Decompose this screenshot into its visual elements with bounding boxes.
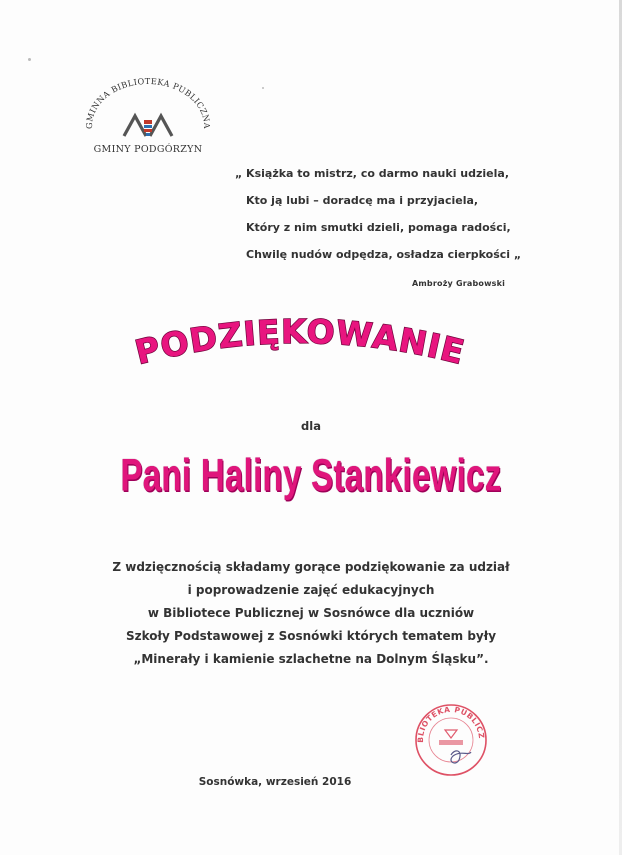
quote-line: Chwilę nudów odpędza, osładza cierpkości „ bbox=[246, 248, 522, 261]
title-container bbox=[100, 311, 500, 392]
body-line: w Bibliotece Publicznej w Sosnówce dla uczniów bbox=[147, 606, 475, 620]
logo-bottom-text: GMINY PODGÓRZYN bbox=[93, 144, 203, 155]
title-graphic bbox=[100, 311, 500, 392]
signature-mark bbox=[451, 751, 471, 763]
svg-text:BIBLIOTEKA PUBLICZNA bbox=[411, 700, 486, 743]
logo-graphic bbox=[78, 74, 218, 144]
logo-roof-icon bbox=[124, 116, 172, 136]
stamp-graphic bbox=[411, 700, 491, 780]
quote-line: Kto ją lubi – doradcę ma i przyjaciela, bbox=[246, 194, 479, 207]
for-label: dla bbox=[301, 419, 321, 433]
quote-block bbox=[235, 160, 535, 268]
quote-line: „ Książka to mistrz, co darmo nauki udziela, bbox=[235, 167, 510, 180]
recipient-name: Pani Haliny Stankiewicz bbox=[120, 449, 502, 501]
body-line: „Minerały i kamienie szlachetne na Dolnym Śląsku”. bbox=[133, 652, 489, 666]
quote-line: Który z nim smutki dzieli, pomaga radości, bbox=[246, 221, 511, 234]
svg-text:PODZIĘKOWANIE bbox=[131, 312, 469, 372]
body-line: Z wdzięcznością składamy gorące podziękowanie za udział bbox=[112, 560, 510, 574]
quote-author: Ambroży Grabowski bbox=[412, 279, 506, 288]
stamp-text: BLIOTEKA PUBLICZ bbox=[415, 704, 487, 743]
scan-speck bbox=[262, 87, 264, 89]
library-logo bbox=[78, 74, 218, 158]
body-line: Szkoły Podstawowej z Sosnówki których tematem były bbox=[125, 629, 497, 643]
body-text bbox=[40, 556, 582, 671]
logo-arc-text: GMINNA BIBLIOTEKA PUBLICZNA bbox=[83, 75, 213, 130]
place-date: Sosnówka, wrzesień 2016 bbox=[198, 776, 352, 788]
scan-speck bbox=[28, 58, 31, 61]
body-line: i poprowadzenie zajęć edukacyjnych bbox=[187, 583, 435, 597]
library-stamp bbox=[411, 700, 491, 780]
page-title: PODZIĘKOWANIE bbox=[131, 311, 469, 373]
